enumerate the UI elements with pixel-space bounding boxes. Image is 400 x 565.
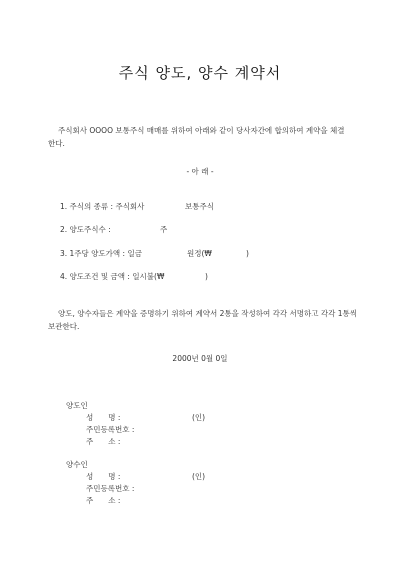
transferor-heading: 양도인 [66,401,88,410]
item-unit-price-close: ) [246,249,249,258]
item-share-count-label: 2. 양도주식수 : [60,225,111,234]
transferee-heading: 양수인 [66,460,88,469]
item-share-count-unit: 주 [160,225,168,234]
item-stock-type-label: 1. 주식의 종류 : 주식회사 [60,202,145,211]
contract-date: 2000년 0월 0일 [172,354,228,363]
item-terms-label: 4. 양도조건 및 금액 : 일시불(₩ [60,272,165,281]
transferor-address-label: 주 소 : [86,437,121,446]
transferee-seal: (인) [192,472,206,481]
closing-paragraph: 양도, 양수자들은 계약을 증명하기 위하여 계약서 2통을 작성하여 각각 서명하고 각각 1통씩 보관한다. [48,309,357,331]
transferor-name-label: 성 명 : [86,413,121,422]
transferor-seal: (인) [192,413,206,422]
document-title: 주식 양도, 양수 계약서 [118,64,282,82]
item-stock-type-value: 보통주식 [185,202,214,211]
item-unit-price-label: 3. 1주당 양도가액 : 일금 [60,249,142,258]
intro-paragraph: 주식회사 OOOO 보통주식 매매를 위하여 아래와 같이 당사자간에 합의하여 계약을 체결한다. [48,126,345,148]
transferor-id-label: 주민등록번호 : [86,425,135,434]
transferee-name-label: 성 명 : [86,472,121,481]
below-heading: - 아 래 - [186,167,214,176]
item-unit-price-value: 원정(₩ [187,249,212,258]
transferee-id-label: 주민등록번호 : [86,484,135,493]
transferee-address-label: 주 소 : [86,496,121,505]
item-terms-close: ) [205,272,208,281]
